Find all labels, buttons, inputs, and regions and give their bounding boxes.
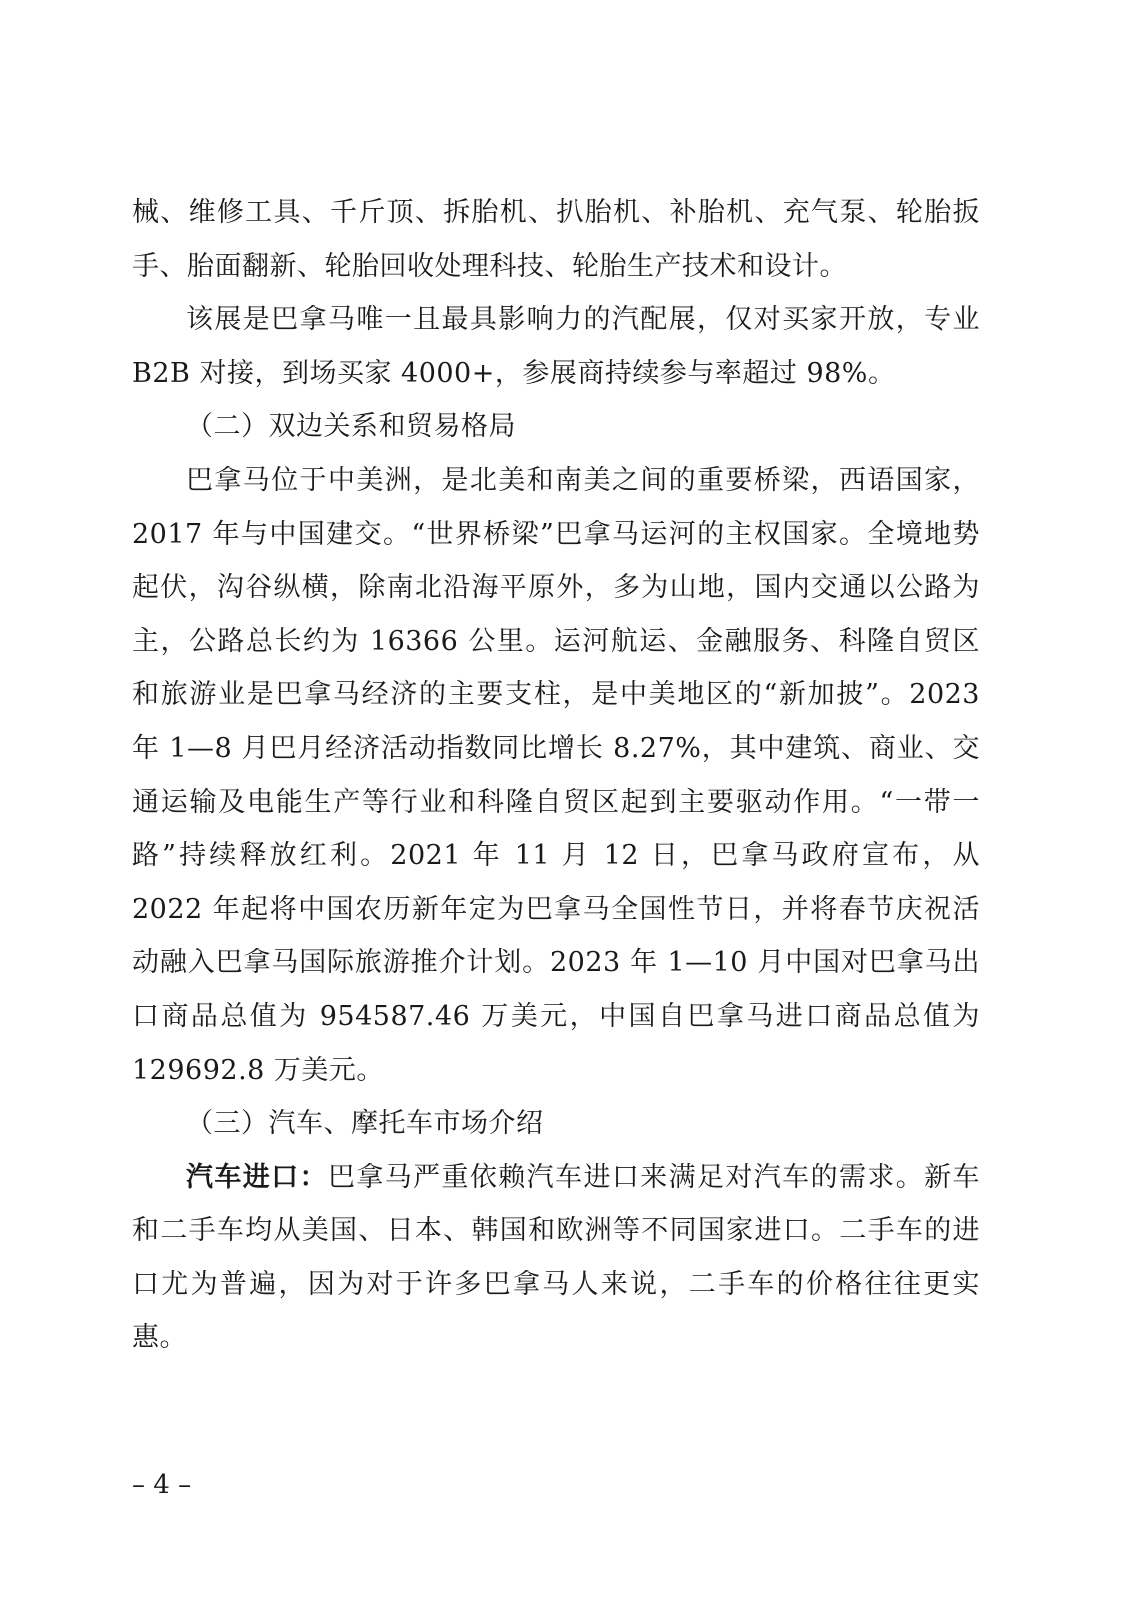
paragraph-exhibition-summary: 该展是巴拿马唯一且最具影响力的汽配展，仅对买家开放，专业 B2B 对接，到场买家 4000+，参展商持续参与率超过 98%。: [132, 304, 980, 389]
section-heading-auto-market: （三）汽车、摩托车市场介绍: [186, 1108, 544, 1140]
paragraph-equipment-list: 械、维修工具、千斤顶、拆胎机、扒胎机、补胎机、充气泵、轮胎扳手、胎面翻新、轮胎回收处理科技、轮胎生产技术和设计。: [132, 197, 980, 282]
auto-import-lead: 汽车进口：: [186, 1161, 328, 1193]
page-number: – 4 –: [132, 1470, 192, 1500]
paragraph-auto-import: [132, 1151, 980, 1365]
section-heading-bilateral: （二）双边关系和贸易格局: [186, 411, 516, 443]
auto-import-body: 巴拿马严重依赖汽车进口来满足对汽车的需求。新车和二手车均从美国、日本、韩国和欧洲等不同国家进口。二手车的进口尤为普遍，因为对于许多巴拿马人来说，二手车的价格往往更实惠。: [132, 1161, 981, 1354]
paragraph-bilateral-trade: 巴拿马位于中美洲，是北美和南美之间的重要桥梁，西语国家，2017 年与中国建交。“世界桥梁”巴拿马运河的主权国家。全境地势起伏，沟谷纵横，除南北沿海平原外，多为山地，国内交通以公路为主，公路总长约为 16366 公里。运河航运、金融服务、科隆自贸区和旅游业是巴拿马经济的主要支柱，是中美地区的“新加披”。2023 年 1—8 月巴月经济活动指数同比增长 8.27%，其中建筑、商业、交通运输及电能生产等行业和科隆自贸区起到主要驱动作用。“一带一路”持续释放红利。2021 年 11 月 12 日，巴拿马政府宣布，从 2022 年起将中国农历新年定为巴拿马全国性节日，并将春节庆祝活动融入巴拿马国际旅游推介计划。2023 年 1—10 月中国对巴拿马出口商品总值为 954587.46 万美元，中国自巴拿马进口商品总值为 129692.8 万美元。: [132, 464, 980, 1086]
document-body: [132, 186, 980, 1365]
